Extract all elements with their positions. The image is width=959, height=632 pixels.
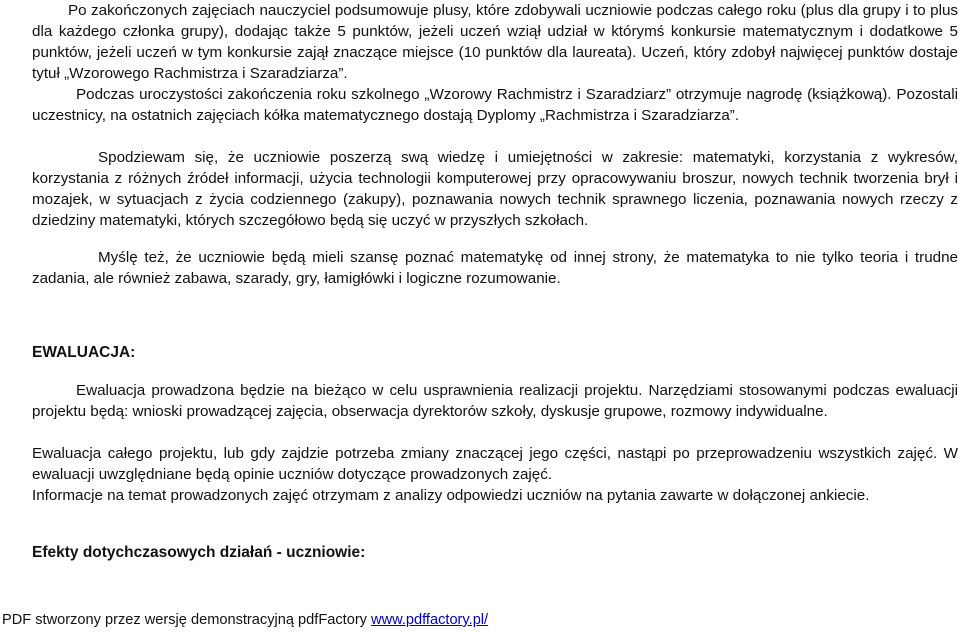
paragraph-points-summary: Po zakończonych zajęciach nauczyciel podsumowuje plusy, które zdobywali uczniowie podczas całego roku (plus dla grupy i to plus dla każdego członka grupy), dodając także 5 punktów, jeżeli uczeń wziął udział w którymś konkursie matematycznym i dodatkowe 5 punktów, jeżeli uczeń w tym konkursie zajął znaczące miejsce (10 punktów dla laureata). Uczeń, który zdobył najwięcej punktów dostaje tytuł „Wzorowego Rachmistrza i Szaradziarza”. xyxy=(32,2,958,82)
paragraph-expected-skills: Spodziewam się, że uczniowie poszerzą swą wiedzę i umiejętności w zakresie: matematyki, korzystania z wykresów, korzystania z różnych źródeł informacji, użycia technologii komputerowej przy opracowywaniu broszur, nowych technik tworzenia brył i mozajek, w sytuacjach z życia codziennego (zakupy), poznawania nowych technik sprawnego liczenia, poznawania nowych rzeczy z dziedziny matematyki, których szczegółowo będą się uczyć w przyszłych szkołach. xyxy=(32,149,958,229)
paragraph-evaluation-method: Ewaluacja prowadzona będzie na bieżąco w celu usprawnienia realizacji projektu. Narzędziami stosowanymi podczas ewaluacji projektu będą: wnioski prowadzącej zajęcia, obserwacja dyrektorów szkoły, dyskusje grupowe, rozmowy indywidualne. xyxy=(32,382,958,420)
footer-link[interactable]: www.pdffactory.pl/ xyxy=(371,612,489,628)
paragraph-award-ceremony: Podczas uroczystości zakończenia roku szkolnego „Wzorowy Rachmistrz i Szaradziarz” otrzymuje nagrodę (książkową). Pozostali uczestnicy, na ostatnich zajęciach kółka matematycznego dostają Dyplomy „Rachmistrza i Szaradziarza”. xyxy=(32,86,958,124)
pdf-footer xyxy=(2,610,488,630)
paragraph-evaluation-whole-project: Ewaluacja całego projektu, lub gdy zajdzie potrzeba zmiany znaczącej jego części, nastąpi po przeprowadzeniu wszystkich zajęć. W ewaluacji uwzględniane będą opinie uczniów dotyczące prowadzonych zajęć. xyxy=(32,445,958,483)
evaluation-heading: EWALUACJA: xyxy=(32,344,136,361)
footer-text: PDF stworzony przez wersję demonstracyjną pdfFactory xyxy=(2,612,372,628)
paragraph-evaluation-survey: Informacje na temat prowadzonych zajęć otrzymam z analizy odpowiedzi uczniów na pytania zawarte w dołączonej ankiecie. xyxy=(32,487,870,504)
paragraph-math-other-side: Myślę też, że uczniowie będą mieli szansę poznać matematykę od innej strony, że matematyka to nie tylko teoria i trudne zadania, ale również zabawa, szarady, gry, łamigłówki i logiczne rozumowanie. xyxy=(32,249,958,287)
effects-heading: Efekty dotychczasowych działań - uczniowie: xyxy=(32,544,366,561)
